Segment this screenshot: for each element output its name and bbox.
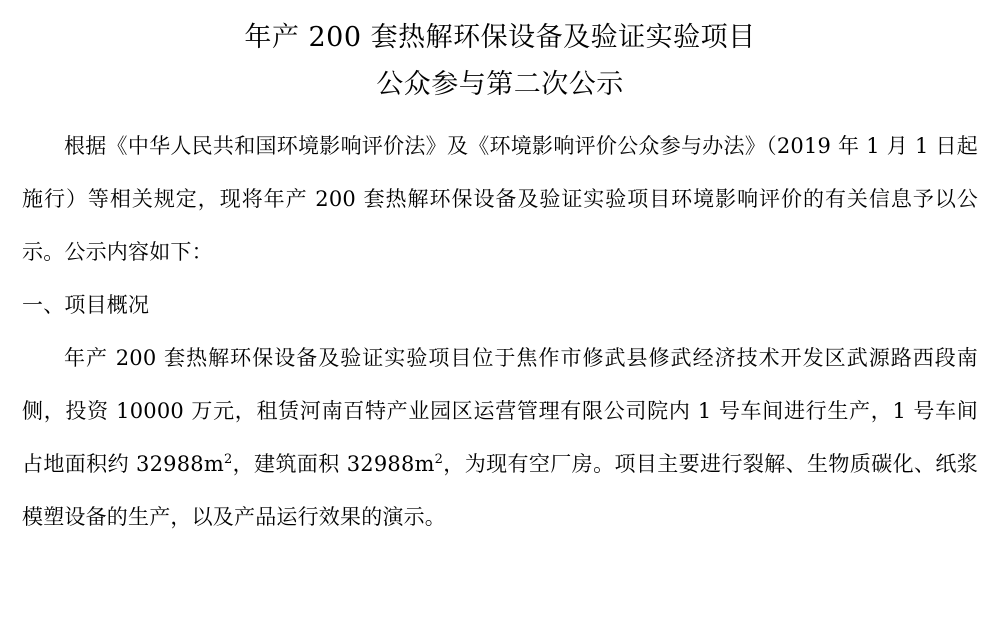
- overview-superscript-1: 2: [223, 452, 233, 467]
- page-title-line-2: 公众参与第二次公示: [376, 69, 624, 100]
- overview-text-part-2: ，建筑面积 32988m: [232, 452, 435, 476]
- intro-paragraph: 根据《中华人民共和国环境影响评价法》及《环境影响评价公众参与办法》（2019 年 1 月 1 日起施行）等相关规定，现将年产 200 套热解环保设备及验证实验项目环境影响评价的有关信息予以公示。公示内容如下：: [22, 134, 978, 264]
- overview-superscript-2: 2: [434, 452, 444, 467]
- document-body: [22, 120, 978, 544]
- overview-text-part-1: 年产 200 套热解环保设备及验证实验项目位于焦作市修武县修武经济技术开发区武源路西段南侧，投资 10000 万元，租赁河南百特产业园区运营管理有限公司院内 1 号车间进行生产，1 号车间占地面积约 32988m: [22, 346, 978, 476]
- page-title: [22, 10, 978, 108]
- section-heading-project-overview: 一、项目概况: [22, 293, 150, 317]
- page-title-line-1: 年产 200 套热解环保设备及验证实验项目: [244, 22, 756, 53]
- project-overview-paragraph: [22, 332, 978, 544]
- overview-text-part-3: ，为现有空厂房。项目主要进行裂解、生物质碳化、纸浆模塑设备的生产，以及产品运行效果的演示。: [22, 452, 979, 529]
